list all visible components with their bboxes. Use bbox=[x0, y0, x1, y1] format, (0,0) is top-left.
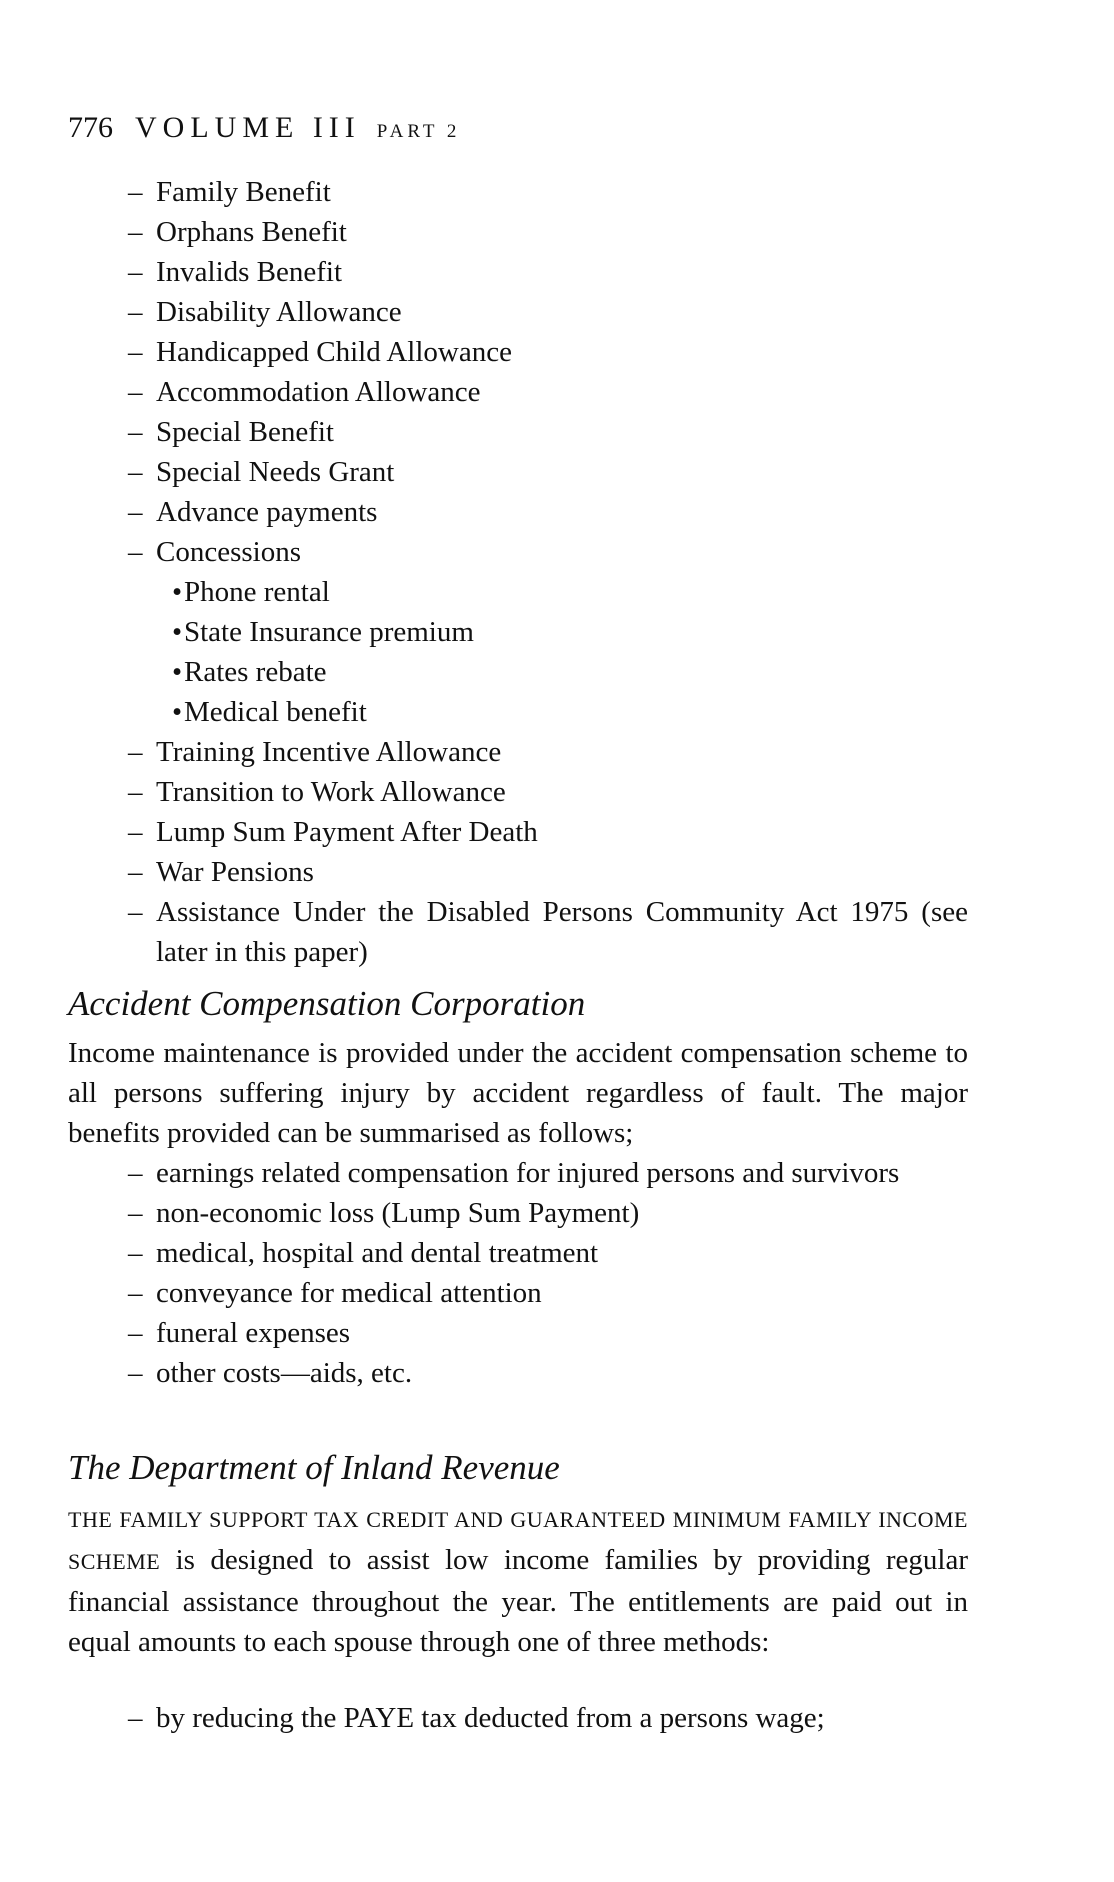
list-item-text: other costs—aids, etc. bbox=[156, 1357, 413, 1389]
list-item bbox=[128, 212, 968, 252]
list-item bbox=[128, 1698, 968, 1738]
dash-marker: – bbox=[128, 816, 143, 848]
dash-marker: – bbox=[128, 536, 143, 568]
list-item-text: conveyance for medical attention bbox=[156, 1277, 542, 1309]
dash-marker: – bbox=[128, 296, 143, 328]
list-item-text: Orphans Benefit bbox=[156, 216, 347, 248]
list-item-text: Special Needs Grant bbox=[156, 456, 395, 488]
list-item bbox=[128, 772, 968, 812]
dash-marker: – bbox=[128, 376, 143, 408]
bullet-marker: • bbox=[172, 576, 183, 608]
list-item-text: Disability Allowance bbox=[156, 296, 402, 328]
dash-marker: – bbox=[128, 1197, 143, 1229]
dash-marker: – bbox=[128, 176, 143, 208]
concession-text: Medical benefit bbox=[184, 696, 367, 728]
dash-marker: – bbox=[128, 1702, 143, 1734]
list-item bbox=[128, 1233, 968, 1273]
concession-item bbox=[128, 572, 968, 612]
list-item-text: Training Incentive Allowance bbox=[156, 736, 502, 768]
list-item-text: Accommodation Allowance bbox=[156, 376, 481, 408]
bullet-marker: • bbox=[172, 696, 183, 728]
acc-benefits-list bbox=[128, 1153, 968, 1393]
list-item bbox=[128, 492, 968, 532]
dash-marker: – bbox=[128, 896, 143, 928]
concession-item bbox=[128, 652, 968, 692]
dash-marker: – bbox=[128, 1157, 143, 1189]
concession-text: Phone rental bbox=[184, 576, 330, 608]
page-number: 776 bbox=[68, 111, 113, 144]
concession-item bbox=[128, 612, 968, 652]
dash-marker: – bbox=[128, 496, 143, 528]
dash-marker: – bbox=[128, 216, 143, 248]
list-item bbox=[128, 292, 968, 332]
list-item-text: funeral expenses bbox=[156, 1317, 351, 1349]
ird-body: is designed to assist low income families by providing regular financial assistance throughout the year. The entitlements are paid out in equal amounts to each spouse through one of three methods: bbox=[68, 1544, 968, 1658]
dash-marker: – bbox=[128, 416, 143, 448]
list-item-text: Transition to Work Allowance bbox=[156, 776, 506, 808]
list-item-text: Advance payments bbox=[156, 496, 378, 528]
list-item-text: Special Benefit bbox=[156, 416, 334, 448]
list-item bbox=[128, 1313, 968, 1353]
ird-heading: The Department of Inland Revenue bbox=[68, 1448, 560, 1487]
list-item bbox=[128, 892, 968, 972]
list-item-text: by reducing the PAYE tax deducted from a persons wage; bbox=[156, 1702, 825, 1734]
running-head bbox=[68, 108, 460, 152]
concessions-list bbox=[128, 572, 968, 732]
list-item bbox=[128, 372, 968, 412]
acc-heading: Accident Compensation Corporation bbox=[68, 984, 586, 1023]
bullet-marker: • bbox=[172, 616, 183, 648]
list-item bbox=[128, 412, 968, 452]
list-item bbox=[128, 332, 968, 372]
concession-text: Rates rebate bbox=[184, 656, 327, 688]
dash-marker: – bbox=[128, 456, 143, 488]
list-item bbox=[128, 732, 968, 772]
list-item-text: medical, hospital and dental treatment bbox=[156, 1237, 599, 1269]
concession-text: State Insurance premium bbox=[184, 616, 474, 648]
list-item-text: Family Benefit bbox=[156, 176, 331, 208]
dash-marker: – bbox=[128, 776, 143, 808]
list-item bbox=[128, 532, 968, 572]
concession-item bbox=[128, 692, 968, 732]
dash-marker: – bbox=[128, 736, 143, 768]
ird-lead-in: THE FAMILY SUPPORT TAX CREDIT AND GUARANTEED MINIMUM FAMILY INCOME SCHEME bbox=[68, 1507, 968, 1574]
list-item bbox=[128, 812, 968, 852]
list-item-text: Handicapped Child Allowance bbox=[156, 336, 512, 368]
list-item-text: Concessions bbox=[156, 536, 301, 568]
list-item-text: non-economic loss (Lump Sum Payment) bbox=[156, 1197, 640, 1229]
list-item-text: Invalids Benefit bbox=[156, 256, 343, 288]
list-item bbox=[128, 172, 968, 212]
dash-marker: – bbox=[128, 1237, 143, 1269]
dash-marker: – bbox=[128, 1277, 143, 1309]
part-label: PART 2 bbox=[376, 121, 461, 142]
dash-marker: – bbox=[128, 1357, 143, 1389]
dash-marker: – bbox=[128, 856, 143, 888]
list-item bbox=[128, 252, 968, 292]
list-item bbox=[128, 1193, 968, 1233]
acc-intro: Income maintenance is provided under the accident compensation scheme to all persons suffering injury by accident regardless of fault. The major benefits provided can be summarised as follows; bbox=[68, 1037, 968, 1149]
list-item-text: earnings related compensation for injured persons and survivors bbox=[156, 1157, 900, 1189]
dash-marker: – bbox=[128, 336, 143, 368]
list-item-text: Lump Sum Payment After Death bbox=[156, 816, 538, 848]
volume-label: VOLUME III bbox=[135, 111, 361, 144]
bullet-marker: • bbox=[172, 656, 183, 688]
list-item bbox=[128, 452, 968, 492]
list-item bbox=[128, 1153, 968, 1193]
ird-paragraph bbox=[68, 1498, 968, 1662]
ird-methods-list bbox=[128, 1698, 968, 1738]
list-item bbox=[128, 1273, 968, 1313]
dash-marker: – bbox=[128, 256, 143, 288]
list-item bbox=[128, 852, 968, 892]
dash-marker: – bbox=[128, 1317, 143, 1349]
list-item-text: Assistance Under the Disabled Persons Community Act 1975 (see later in this paper) bbox=[156, 896, 968, 968]
list-item bbox=[128, 1353, 968, 1393]
list-item-text: War Pensions bbox=[156, 856, 314, 888]
benefits-list bbox=[128, 172, 968, 972]
